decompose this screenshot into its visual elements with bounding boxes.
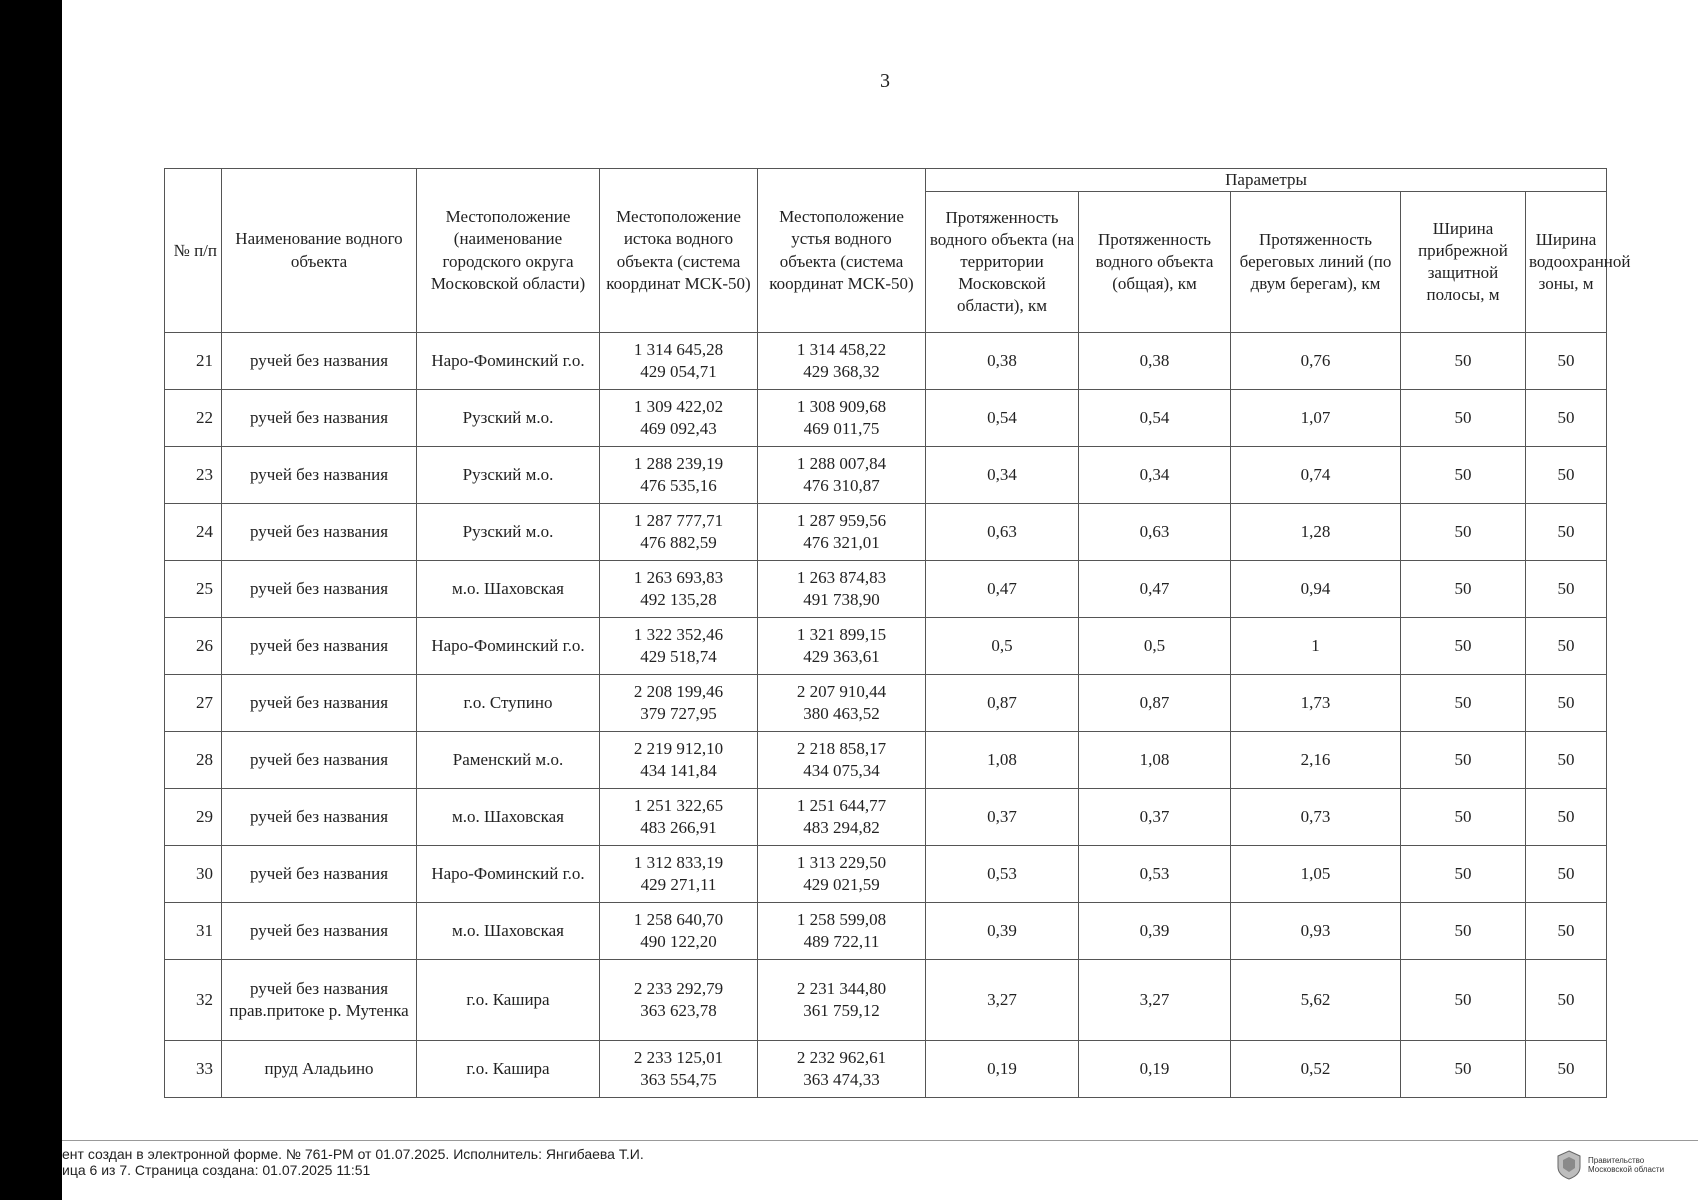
header-protection-zone: Ширина водоохранной зоны, м	[1526, 192, 1607, 333]
cell-source-coords	[600, 561, 758, 618]
cell-protection-zone: 50	[1526, 333, 1607, 390]
header-length-region: Протяженность водного объекта (на территории Московской области), км	[926, 192, 1079, 333]
cell-shore-length: 0,94	[1231, 561, 1401, 618]
cell-coastal-strip: 50	[1401, 618, 1526, 675]
cell-length-region: 0,19	[926, 1041, 1079, 1098]
cell-coastal-strip: 50	[1401, 846, 1526, 903]
coordinate-value: 2 207 910,44	[796, 682, 887, 701]
cell-protection-zone: 50	[1526, 732, 1607, 789]
cell-source-coords	[600, 333, 758, 390]
coordinate-value: 429 368,32	[803, 362, 880, 382]
cell-length-total: 0,37	[1079, 789, 1231, 846]
header-source: Местоположение истока водного объекта (система координат МСК-50)	[600, 169, 758, 333]
cell-coastal-strip: 50	[1401, 561, 1526, 618]
cell-shore-length: 0,52	[1231, 1041, 1401, 1098]
cell-name: ручей без названия	[222, 447, 417, 504]
cell-location: г.о. Кашира	[417, 1041, 600, 1098]
cell-source-coords	[600, 390, 758, 447]
cell-source-coords	[600, 447, 758, 504]
table-row	[165, 675, 1607, 732]
coordinate-value: 1 258 640,70	[633, 910, 724, 929]
cell-source-coords	[600, 618, 758, 675]
emblem-icon	[1556, 1150, 1582, 1180]
table-row	[165, 618, 1607, 675]
coordinate-value: 1 313 229,50	[796, 853, 887, 872]
cell-num: 29	[165, 789, 222, 846]
coordinate-value: 434 075,34	[803, 761, 880, 781]
coordinate-value: 1 309 422,02	[633, 397, 724, 416]
cell-source-coords	[600, 1041, 758, 1098]
cell-location: м.о. Шаховская	[417, 561, 600, 618]
cell-mouth-coords	[758, 618, 926, 675]
cell-length-total: 0,87	[1079, 675, 1231, 732]
cell-num: 27	[165, 675, 222, 732]
cell-length-region: 0,53	[926, 846, 1079, 903]
cell-name: ручей без названия	[222, 789, 417, 846]
cell-num: 30	[165, 846, 222, 903]
cell-source-coords	[600, 504, 758, 561]
coordinate-value: 1 263 693,83	[633, 568, 724, 587]
coordinate-value: 1 287 777,71	[633, 511, 724, 530]
coordinate-value: 476 310,87	[803, 476, 880, 496]
cell-shore-length: 0,93	[1231, 903, 1401, 960]
coordinate-value: 469 011,75	[803, 419, 880, 439]
table-row	[165, 846, 1607, 903]
cell-num: 25	[165, 561, 222, 618]
cell-num: 23	[165, 447, 222, 504]
cell-mouth-coords	[758, 333, 926, 390]
cell-mouth-coords	[758, 846, 926, 903]
coordinate-value: 363 474,33	[803, 1070, 880, 1090]
table-row	[165, 789, 1607, 846]
cell-length-region: 0,39	[926, 903, 1079, 960]
cell-protection-zone: 50	[1526, 675, 1607, 732]
coordinate-value: 1 287 959,56	[796, 511, 887, 530]
cell-location: Рузский м.о.	[417, 504, 600, 561]
cell-location: Наро-Фоминский г.о.	[417, 333, 600, 390]
coordinate-value: 490 122,20	[640, 932, 717, 952]
cell-protection-zone: 50	[1526, 618, 1607, 675]
coordinate-value: 2 232 962,61	[796, 1048, 887, 1067]
coordinate-value: 1 251 322,65	[633, 796, 724, 815]
coordinate-value: 429 271,11	[640, 875, 717, 895]
cell-name: ручей без названия	[222, 903, 417, 960]
coordinate-value: 489 722,11	[803, 932, 880, 952]
cell-shore-length: 5,62	[1231, 960, 1401, 1041]
cell-protection-zone: 50	[1526, 846, 1607, 903]
coordinate-value: 469 092,43	[640, 419, 717, 439]
coordinate-value: 1 251 644,77	[796, 796, 887, 815]
cell-protection-zone: 50	[1526, 390, 1607, 447]
cell-length-total: 0,5	[1079, 618, 1231, 675]
cell-name: ручей без названия	[222, 846, 417, 903]
left-black-bar	[0, 0, 62, 1200]
coordinate-value: 476 321,01	[803, 533, 880, 553]
cell-shore-length: 1,07	[1231, 390, 1401, 447]
cell-num: 32	[165, 960, 222, 1041]
cell-shore-length: 1,28	[1231, 504, 1401, 561]
cell-source-coords	[600, 789, 758, 846]
cell-source-coords	[600, 675, 758, 732]
header-mouth: Местоположение устья водного объекта (система координат МСК-50)	[758, 169, 926, 333]
cell-protection-zone: 50	[1526, 447, 1607, 504]
cell-num: 26	[165, 618, 222, 675]
cell-coastal-strip: 50	[1401, 732, 1526, 789]
cell-length-region: 0,47	[926, 561, 1079, 618]
coordinate-value: 1 288 239,19	[633, 454, 724, 473]
cell-name: ручей без названия	[222, 561, 417, 618]
cell-mouth-coords	[758, 390, 926, 447]
cell-num: 33	[165, 1041, 222, 1098]
cell-name: ручей без названия	[222, 504, 417, 561]
cell-source-coords	[600, 846, 758, 903]
cell-coastal-strip: 50	[1401, 903, 1526, 960]
cell-name: ручей без названия	[222, 675, 417, 732]
table-row	[165, 960, 1607, 1041]
cell-mouth-coords	[758, 732, 926, 789]
cell-mouth-coords	[758, 789, 926, 846]
cell-length-region: 0,37	[926, 789, 1079, 846]
cell-length-total: 0,63	[1079, 504, 1231, 561]
coordinate-value: 483 266,91	[640, 818, 717, 838]
coordinate-value: 1 321 899,15	[796, 625, 887, 644]
cell-shore-length: 1,73	[1231, 675, 1401, 732]
cell-source-coords	[600, 960, 758, 1041]
cell-protection-zone: 50	[1526, 903, 1607, 960]
table-row	[165, 447, 1607, 504]
cell-shore-length: 1	[1231, 618, 1401, 675]
cell-coastal-strip: 50	[1401, 447, 1526, 504]
cell-length-region: 1,08	[926, 732, 1079, 789]
header-coastal-strip: Ширина прибрежной защитной полосы, м	[1401, 192, 1526, 333]
cell-mouth-coords	[758, 1041, 926, 1098]
cell-num: 24	[165, 504, 222, 561]
coordinate-value: 429 363,61	[803, 647, 880, 667]
table-body	[165, 333, 1607, 1098]
cell-length-region: 0,87	[926, 675, 1079, 732]
header-name: Наименование водного объекта	[222, 169, 417, 333]
cell-coastal-strip: 50	[1401, 675, 1526, 732]
cell-length-total: 0,39	[1079, 903, 1231, 960]
coordinate-value: 2 233 292,79	[633, 979, 724, 998]
coordinate-value: 1 288 007,84	[796, 454, 887, 473]
cell-mouth-coords	[758, 903, 926, 960]
footer	[62, 1146, 644, 1178]
cell-location: Наро-Фоминский г.о.	[417, 846, 600, 903]
coordinate-value: 363 623,78	[640, 1001, 717, 1021]
cell-length-region: 3,27	[926, 960, 1079, 1041]
cell-num: 22	[165, 390, 222, 447]
cell-shore-length: 1,05	[1231, 846, 1401, 903]
cell-name: ручей без названия прав.притоке р. Мутенка	[222, 960, 417, 1041]
coordinate-value: 1 308 909,68	[796, 397, 887, 416]
government-logo	[1556, 1150, 1664, 1180]
cell-coastal-strip: 50	[1401, 960, 1526, 1041]
cell-mouth-coords	[758, 561, 926, 618]
coordinate-value: 429 021,59	[803, 875, 880, 895]
footer-line-2: ица 6 из 7. Страница создана: 01.07.2025 11:51	[62, 1162, 371, 1178]
cell-protection-zone: 50	[1526, 1041, 1607, 1098]
logo-text-line-1: Правительство	[1588, 1156, 1645, 1165]
table-row	[165, 390, 1607, 447]
cell-mouth-coords	[758, 504, 926, 561]
page-number: 3	[880, 70, 890, 92]
cell-location: Раменский м.о.	[417, 732, 600, 789]
coordinate-value: 476 535,16	[640, 476, 717, 496]
table-row	[165, 732, 1607, 789]
coordinate-value: 363 554,75	[640, 1070, 717, 1090]
logo-text-line-2: Московской области	[1588, 1165, 1665, 1174]
cell-protection-zone: 50	[1526, 789, 1607, 846]
cell-coastal-strip: 50	[1401, 504, 1526, 561]
coordinate-value: 429 054,71	[640, 362, 717, 382]
cell-coastal-strip: 50	[1401, 390, 1526, 447]
header-shore-length: Протяженность береговых линий (по двум берегам), км	[1231, 192, 1401, 333]
coordinate-value: 2 233 125,01	[633, 1048, 724, 1067]
footer-line-1: ент создан в электронной форме. № 761-РМ от 01.07.2025. Исполнитель: Янгибаева Т.И.	[62, 1146, 644, 1162]
cell-mouth-coords	[758, 447, 926, 504]
cell-length-total: 0,38	[1079, 333, 1231, 390]
coordinate-value: 1 314 645,28	[633, 340, 724, 359]
cell-source-coords	[600, 903, 758, 960]
table-row	[165, 333, 1607, 390]
water-objects-table	[164, 168, 1631, 1098]
coordinate-value: 379 727,95	[640, 704, 717, 724]
cell-mouth-coords	[758, 960, 926, 1041]
cell-shore-length: 2,16	[1231, 732, 1401, 789]
cell-length-total: 1,08	[1079, 732, 1231, 789]
cell-shore-length: 0,73	[1231, 789, 1401, 846]
coordinate-value: 492 135,28	[640, 590, 717, 610]
coordinate-value: 361 759,12	[803, 1001, 880, 1021]
cell-location: Рузский м.о.	[417, 447, 600, 504]
cell-protection-zone: 50	[1526, 561, 1607, 618]
coordinate-value: 2 218 858,17	[796, 739, 887, 758]
header-location: Местоположение (наименование городского округа Московской области)	[417, 169, 600, 333]
coordinate-value: 2 231 344,80	[796, 979, 887, 998]
coordinate-value: 1 322 352,46	[633, 625, 724, 644]
cell-name: ручей без названия	[222, 390, 417, 447]
cell-length-total: 0,53	[1079, 846, 1231, 903]
cell-length-region: 0,38	[926, 333, 1079, 390]
cell-shore-length: 0,74	[1231, 447, 1401, 504]
cell-name: ручей без названия	[222, 732, 417, 789]
cell-name: ручей без названия	[222, 333, 417, 390]
cell-name: ручей без названия	[222, 618, 417, 675]
header-params: Параметры	[926, 169, 1607, 192]
cell-coastal-strip: 50	[1401, 1041, 1526, 1098]
coordinate-value: 429 518,74	[640, 647, 717, 667]
cell-length-total: 3,27	[1079, 960, 1231, 1041]
cell-source-coords	[600, 732, 758, 789]
cell-length-region: 0,5	[926, 618, 1079, 675]
cell-location: г.о. Ступино	[417, 675, 600, 732]
cell-length-region: 0,63	[926, 504, 1079, 561]
coordinate-value: 1 312 833,19	[633, 853, 724, 872]
coordinate-value: 491 738,90	[803, 590, 880, 610]
coordinate-value: 2 219 912,10	[633, 739, 724, 758]
cell-location: Рузский м.о.	[417, 390, 600, 447]
cell-num: 21	[165, 333, 222, 390]
coordinate-value: 434 141,84	[640, 761, 717, 781]
cell-length-region: 0,54	[926, 390, 1079, 447]
header-num: № п/п	[165, 169, 222, 333]
cell-num: 31	[165, 903, 222, 960]
cell-location: г.о. Кашира	[417, 960, 600, 1041]
cell-location: м.о. Шаховская	[417, 903, 600, 960]
header-length-total: Протяженность водного объекта (общая), км	[1079, 192, 1231, 333]
cell-mouth-coords	[758, 675, 926, 732]
coordinate-value: 1 314 458,22	[796, 340, 887, 359]
footer-divider	[62, 1140, 1698, 1141]
table-row	[165, 903, 1607, 960]
coordinate-value: 1 258 599,08	[796, 910, 887, 929]
coordinate-value: 1 263 874,83	[796, 568, 887, 587]
cell-length-total: 0,19	[1079, 1041, 1231, 1098]
coordinate-value: 2 208 199,46	[633, 682, 724, 701]
cell-protection-zone: 50	[1526, 960, 1607, 1041]
coordinate-value: 380 463,52	[803, 704, 880, 724]
cell-coastal-strip: 50	[1401, 333, 1526, 390]
table-row	[165, 1041, 1607, 1098]
cell-length-region: 0,34	[926, 447, 1079, 504]
cell-num: 28	[165, 732, 222, 789]
coordinate-value: 476 882,59	[640, 533, 717, 553]
cell-location: Наро-Фоминский г.о.	[417, 618, 600, 675]
cell-location: м.о. Шаховская	[417, 789, 600, 846]
cell-coastal-strip: 50	[1401, 789, 1526, 846]
table-row	[165, 504, 1607, 561]
coordinate-value: 483 294,82	[803, 818, 880, 838]
cell-length-total: 0,47	[1079, 561, 1231, 618]
table-row	[165, 561, 1607, 618]
cell-length-total: 0,54	[1079, 390, 1231, 447]
cell-shore-length: 0,76	[1231, 333, 1401, 390]
cell-name: пруд Аладьино	[222, 1041, 417, 1098]
cell-protection-zone: 50	[1526, 504, 1607, 561]
logo-text	[1588, 1156, 1664, 1174]
cell-length-total: 0,34	[1079, 447, 1231, 504]
